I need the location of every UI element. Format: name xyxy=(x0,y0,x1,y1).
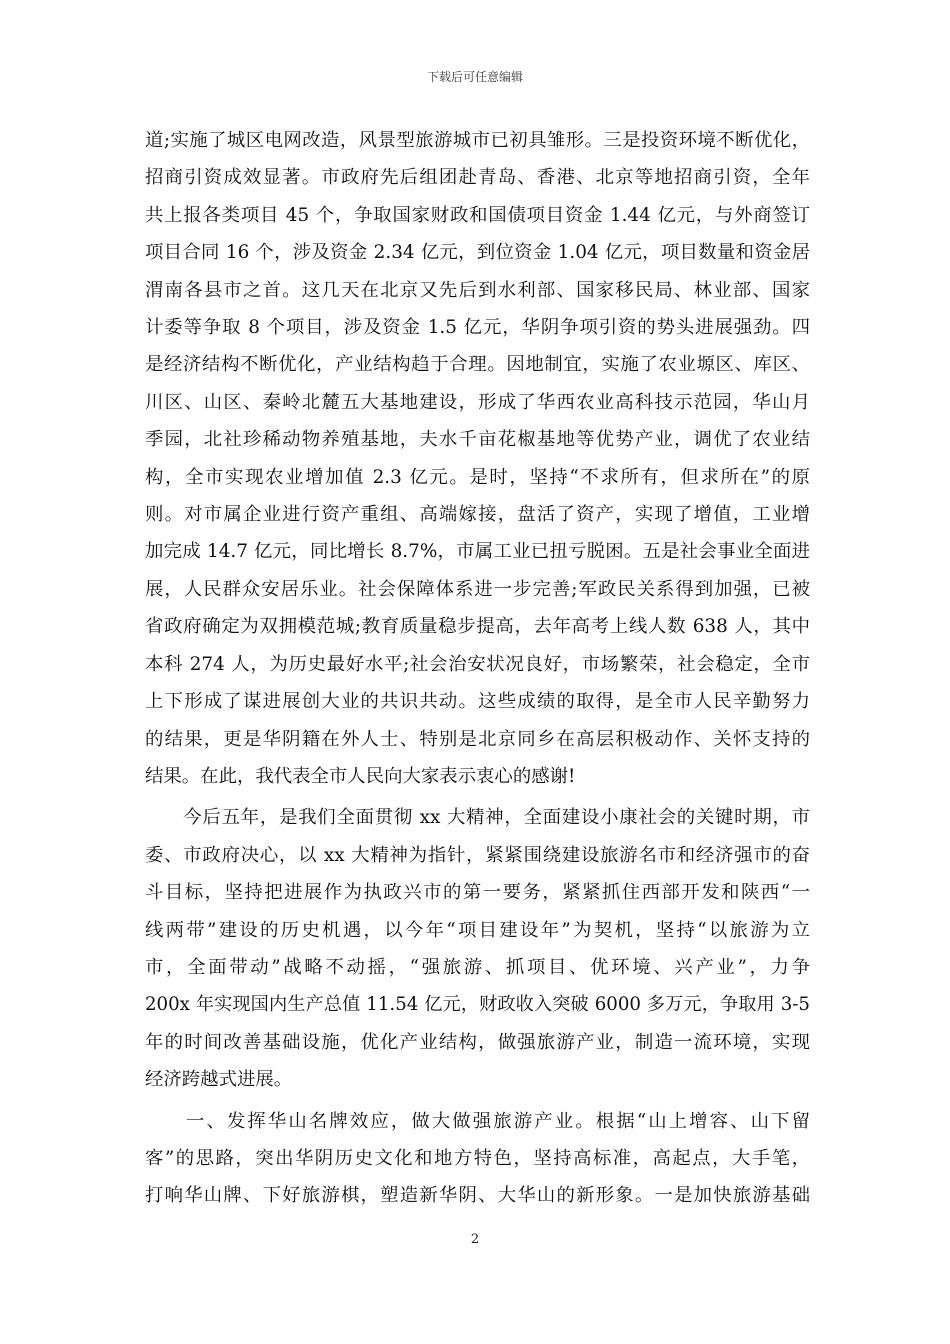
paragraph-3 xyxy=(145,1103,810,1215)
text-line: 一、发挥华山名牌效应，做大做强旅游产业。根据“山上增容、山下留 xyxy=(145,1110,810,1132)
text-line: 结果。在此，我代表全市人民向大家表示衷心的感谢! xyxy=(145,765,576,787)
text-line: 计委等争取 8 个项目，涉及资金 1.5 亿元，华阴争项引资的势头进展强劲。四 xyxy=(145,317,810,339)
text-line: 共上报各类项目 45 个，争取国家财政和国债项目资金 1.44 亿元，与外商签订 xyxy=(145,204,810,226)
text-line: 川区、山区、秦岭北麓五大基地建设，形成了华西农业高科技示范园，华山月 xyxy=(145,391,810,413)
text-line: 年的时间改善基础设施，优化产业结构，做强旅游产业，制造一流环境，实现 xyxy=(145,1031,810,1053)
text-line: 上下形成了谋进展创大业的共识共动。这些成绩的取得，是全市人民辛勤努力 xyxy=(145,691,810,713)
text-line: 加完成 14.7 亿元，同比增长 8.7%，市属工业已扭亏脱困。五是社会事业全面进 xyxy=(145,541,810,563)
text-line: 道;实施了城区电网改造，风景型旅游城市已初具雏形。三是投资环境不断优化， xyxy=(145,130,810,151)
text-line: 展，人民群众安居乐业。社会保障体系进一步完善;军政民关系得到加强，已被 xyxy=(145,578,810,600)
text-line: 打响华山牌、下好旅游棋，塑造新华阴、大华山的新形象。一是加快旅游基础 xyxy=(145,1185,810,1207)
text-line: 是经济结构不断优化，产业结构趋于合理。因地制宜，实施了农业塬区、库区、 xyxy=(145,354,810,376)
text-line: 季园，北社珍稀动物养殖基地，夫水千亩花椒基地等优势产业，调优了农业结 xyxy=(145,429,810,451)
text-line: 招商引资成效显著。市政府先后组团赴青岛、香港、北京等地招商引资，全年 xyxy=(145,167,810,189)
text-line: 项目合同 16 个，涉及资金 2.34 亿元，到位资金 1.04 亿元，项目数量和资金居 xyxy=(145,242,810,264)
text-line: 200x 年实现国内生产总值 11.54 亿元，财政收入突破 6000 多万元，争取用 3-5 xyxy=(145,994,810,1016)
document-body xyxy=(145,122,810,1215)
text-line: 省政府确定为双拥模范城;教育质量稳步提高，去年高考上线人数 638 人，其中 xyxy=(145,616,810,638)
text-line: 今后五年，是我们全面贯彻 xx 大精神，全面建设小康社会的关键时期，市 xyxy=(145,807,810,829)
text-line: 市，全面带动”战略不动摇，“强旅游、抓项目、优环境、兴产业”，力争 xyxy=(145,956,810,978)
page-number: 2 xyxy=(470,1232,480,1247)
text-line: 构，全市实现农业增加值 2.3 亿元。是时，坚持“不求所有，但求所在”的原 xyxy=(145,466,810,488)
paragraph-2 xyxy=(145,799,810,1098)
page-header: 下载后可任意编辑 xyxy=(426,70,523,84)
text-line: 的结果，更是华阴籍在外人士、特别是北京同乡在高层积极动作、关怀支持的 xyxy=(145,728,810,750)
text-line: 客”的思路，突出华阴历史文化和地方特色，坚持高标准，高起点，大手笔， xyxy=(145,1147,810,1169)
text-line: 则。对市属企业进行资产重组、高端嫁接，盘活了资产，实现了增值，工业增 xyxy=(145,504,810,526)
text-line: 本科 274 人，为历史最好水平;社会治安状况良好，市场繁荣，社会稳定，全市 xyxy=(145,653,810,675)
paragraph-1 xyxy=(145,122,810,795)
text-line: 经济跨越式进展。 xyxy=(145,1069,293,1091)
text-line: 委、市政府决心，以 xx 大精神为指针，紧紧围绕建设旅游名市和经济强市的奋 xyxy=(145,844,810,866)
text-line: 线两带”建设的历史机遇，以今年“项目建设年”为契机，坚持“以旅游为立 xyxy=(145,919,810,941)
text-line: 渭南各县市之首。这几天在北京又先后到水利部、国家移民局、林业部、国家 xyxy=(145,279,810,301)
text-line: 斗目标，坚持把进展作为执政兴市的第一要务，紧紧抓住西部开发和陕西“一 xyxy=(145,882,810,904)
